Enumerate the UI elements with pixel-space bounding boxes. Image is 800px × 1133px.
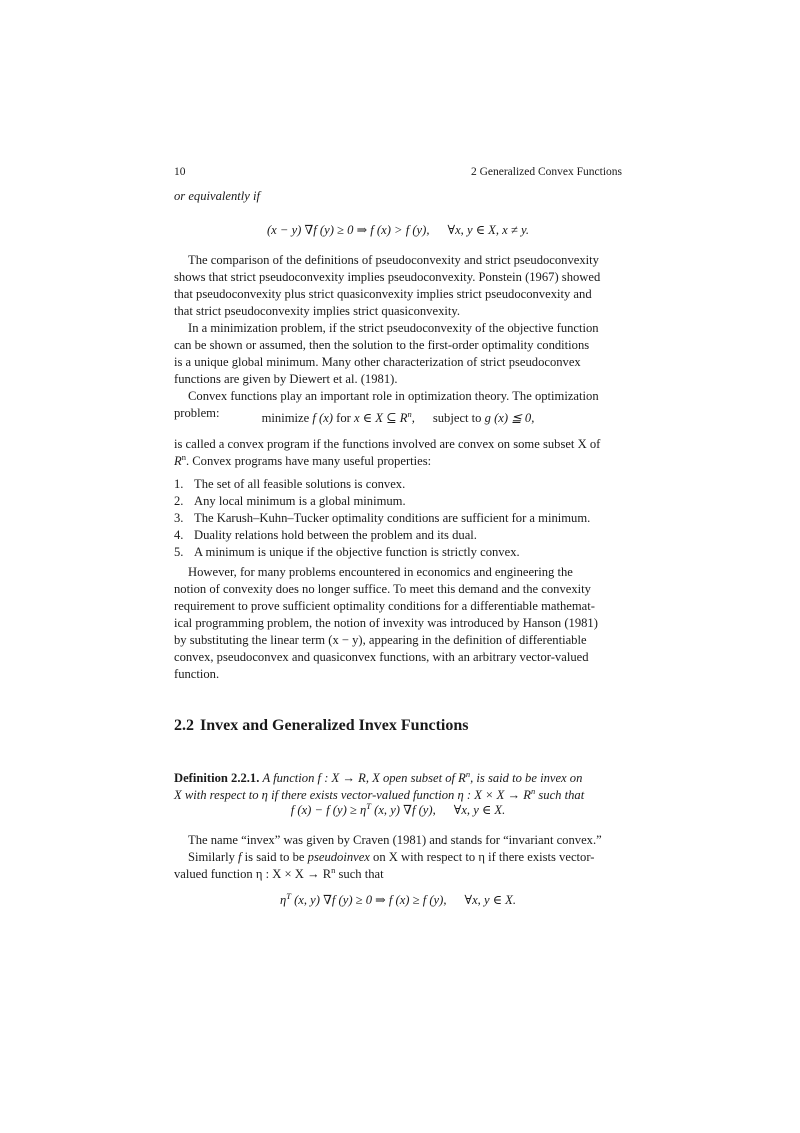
section-title: Invex and Generalized Invex Functions xyxy=(200,717,469,734)
text-fragment: A function f : X → R, X open subset of R xyxy=(262,771,466,785)
text-line: by substituting the linear term (x − y), appearing in the definition of differentiable xyxy=(174,633,587,647)
text-line: functions are given by Diewert et al. (1981). xyxy=(174,372,398,386)
text-line: The comparison of the definitions of pseudoconvexity and strict pseudoconvexity xyxy=(188,253,599,267)
superscript: n xyxy=(530,785,536,796)
list-text: Any local minimum is a global minimum. xyxy=(194,494,406,508)
equation-condition: ∀x, y ∈ X. xyxy=(464,893,517,907)
list-text: Duality relations hold between the problem and its dual. xyxy=(194,528,477,542)
equation-rhs: (x, y) ∇f (y), xyxy=(370,803,436,817)
equation-term: g (x) ≦ 0, xyxy=(484,411,535,425)
list-item xyxy=(174,527,622,544)
equation-invex xyxy=(174,802,622,819)
text-fragment: such that xyxy=(335,867,384,881)
equation-word: minimize xyxy=(261,411,310,425)
paragraph-pseudoinvex xyxy=(174,849,622,883)
paragraph-convex-program xyxy=(174,436,622,470)
math-symbol: f xyxy=(238,850,242,864)
running-header xyxy=(174,165,622,179)
list-number: 5. xyxy=(174,545,184,559)
text-line: Convex functions play an important role in optimization theory. The optimization xyxy=(188,389,599,403)
text-fragment: valued function η : X × X → R xyxy=(174,867,332,881)
text-line: shows that strict pseudoconvexity implies pseudoconvexity. Ponstein (1967) showed xyxy=(174,270,601,284)
text-line: ical programming problem, the notion of invexity was introduced by Hanson (1981) xyxy=(174,616,598,630)
text-line: The name “invex” was given by Craven (1981) and stands for “invariant convex.” xyxy=(188,833,602,847)
definition-invex xyxy=(174,770,622,804)
list-text: The Karush–Kuhn–Tucker optimality conditions are sufficient for a minimum. xyxy=(194,511,591,525)
text-line: is called a convex program if the functions involved are convex on some subset X of xyxy=(174,437,601,451)
equation-lhs: f (x) − f (y) ≥ η xyxy=(290,803,367,817)
text-line: However, for many problems encountered in economics and engineering the xyxy=(188,565,573,579)
equation-lhs: η xyxy=(279,893,287,907)
text-line: can be shown or assumed, then the solution to the first-order optimality conditions xyxy=(174,338,590,352)
text-line: that pseudoconvexity plus strict quasiconvexity implies strict pseudoconvexity and xyxy=(174,287,592,301)
equation-strict-pseudoconvexity xyxy=(174,222,622,239)
chapter-title: 2 Generalized Convex Functions xyxy=(470,166,622,178)
text-line xyxy=(174,849,622,866)
equation-condition: ∀x, y ∈ X, x ≠ y. xyxy=(447,223,529,237)
properties-list xyxy=(174,476,622,561)
text-fragment: on X with respect to η if there exists vector- xyxy=(369,850,595,864)
paragraph-pseudoconvexity-comparison xyxy=(174,252,622,320)
list-item xyxy=(174,544,622,561)
text-line: requirement to prove sufficient optimality conditions for a differentiable mathemat- xyxy=(174,599,595,613)
equation-rhs: (x, y) ∇f (y) ≥ 0 ⇒ f (x) ≥ f (y), xyxy=(290,893,447,907)
superscript: n xyxy=(331,864,336,875)
equation-word: for xyxy=(336,411,351,425)
text-line: notion of convexity does no longer suffice. To meet this demand and the convexity xyxy=(174,582,591,596)
paragraph-invex-name xyxy=(174,832,622,849)
superscript: T xyxy=(286,890,291,901)
page-number: 10 xyxy=(174,166,186,178)
list-text: The set of all feasible solutions is convex. xyxy=(194,477,406,491)
text-fragment: such that xyxy=(535,788,585,802)
section-number: 2.2 xyxy=(174,717,194,734)
text-fragment: X with respect to η if there exists vector-valued function η : X × X → R xyxy=(174,788,531,802)
list-text: A minimum is unique if the objective function is strictly convex. xyxy=(194,545,520,559)
text-line xyxy=(174,770,622,787)
equation-condition: ∀x, y ∈ X. xyxy=(453,803,506,817)
list-item xyxy=(174,510,622,527)
equation-term: f (x) xyxy=(312,411,333,425)
superscript: T xyxy=(366,800,371,811)
equation-lhs: (x − y) ∇f (y) ≥ 0 ⇒ f (x) > f (y), xyxy=(266,223,430,237)
text-fragment: is said to be xyxy=(241,850,308,864)
text-line: is a unique global minimum. Many other characterization of strict pseudoconvex xyxy=(174,355,581,369)
math-symbol: R xyxy=(174,454,182,468)
text-fragment: Similarly xyxy=(188,850,239,864)
text-line: problem: xyxy=(174,406,220,420)
text-fragment: , is said to be invex on xyxy=(470,771,583,785)
text-fragment: . Convex programs have many useful properties: xyxy=(185,454,432,468)
section-heading xyxy=(174,716,468,736)
definition-label: Definition 2.2.1. xyxy=(174,771,260,785)
equation-term: x ∈ X ⊆ R xyxy=(354,411,408,425)
list-number: 2. xyxy=(174,494,184,508)
superscript: n xyxy=(181,451,186,462)
superscript: n xyxy=(407,408,412,419)
text-line xyxy=(174,453,622,470)
text-line xyxy=(174,866,622,883)
superscript: n xyxy=(465,768,471,779)
paragraph-minimization xyxy=(174,320,622,388)
equation-pseudoinvex xyxy=(174,892,622,909)
text-line: that strict pseudoconvexity implies strict quasiconvexity. xyxy=(174,304,460,318)
emphasized-term: pseudoinvex xyxy=(307,850,370,864)
lead-in-text: or equivalently if xyxy=(174,189,261,203)
text-line: In a minimization problem, if the strict pseudoconvexity of the objective function xyxy=(188,321,599,335)
list-item xyxy=(174,493,622,510)
equation-word: subject to xyxy=(432,411,482,425)
text-line: function. xyxy=(174,667,220,681)
list-number: 3. xyxy=(174,511,184,525)
paragraph-invexity-motivation xyxy=(174,564,622,683)
list-number: 4. xyxy=(174,528,184,542)
equation-convex-program: minimize f (x) for x ∈ X ⊆ $R^n$, subject to g (x) ≦ 0, xyxy=(261,408,535,425)
list-item xyxy=(174,476,622,493)
text-line: convex, pseudoconvex and quasiconvex functions, with an arbitrary vector-valued xyxy=(174,650,589,664)
list-number: 1. xyxy=(174,477,184,491)
